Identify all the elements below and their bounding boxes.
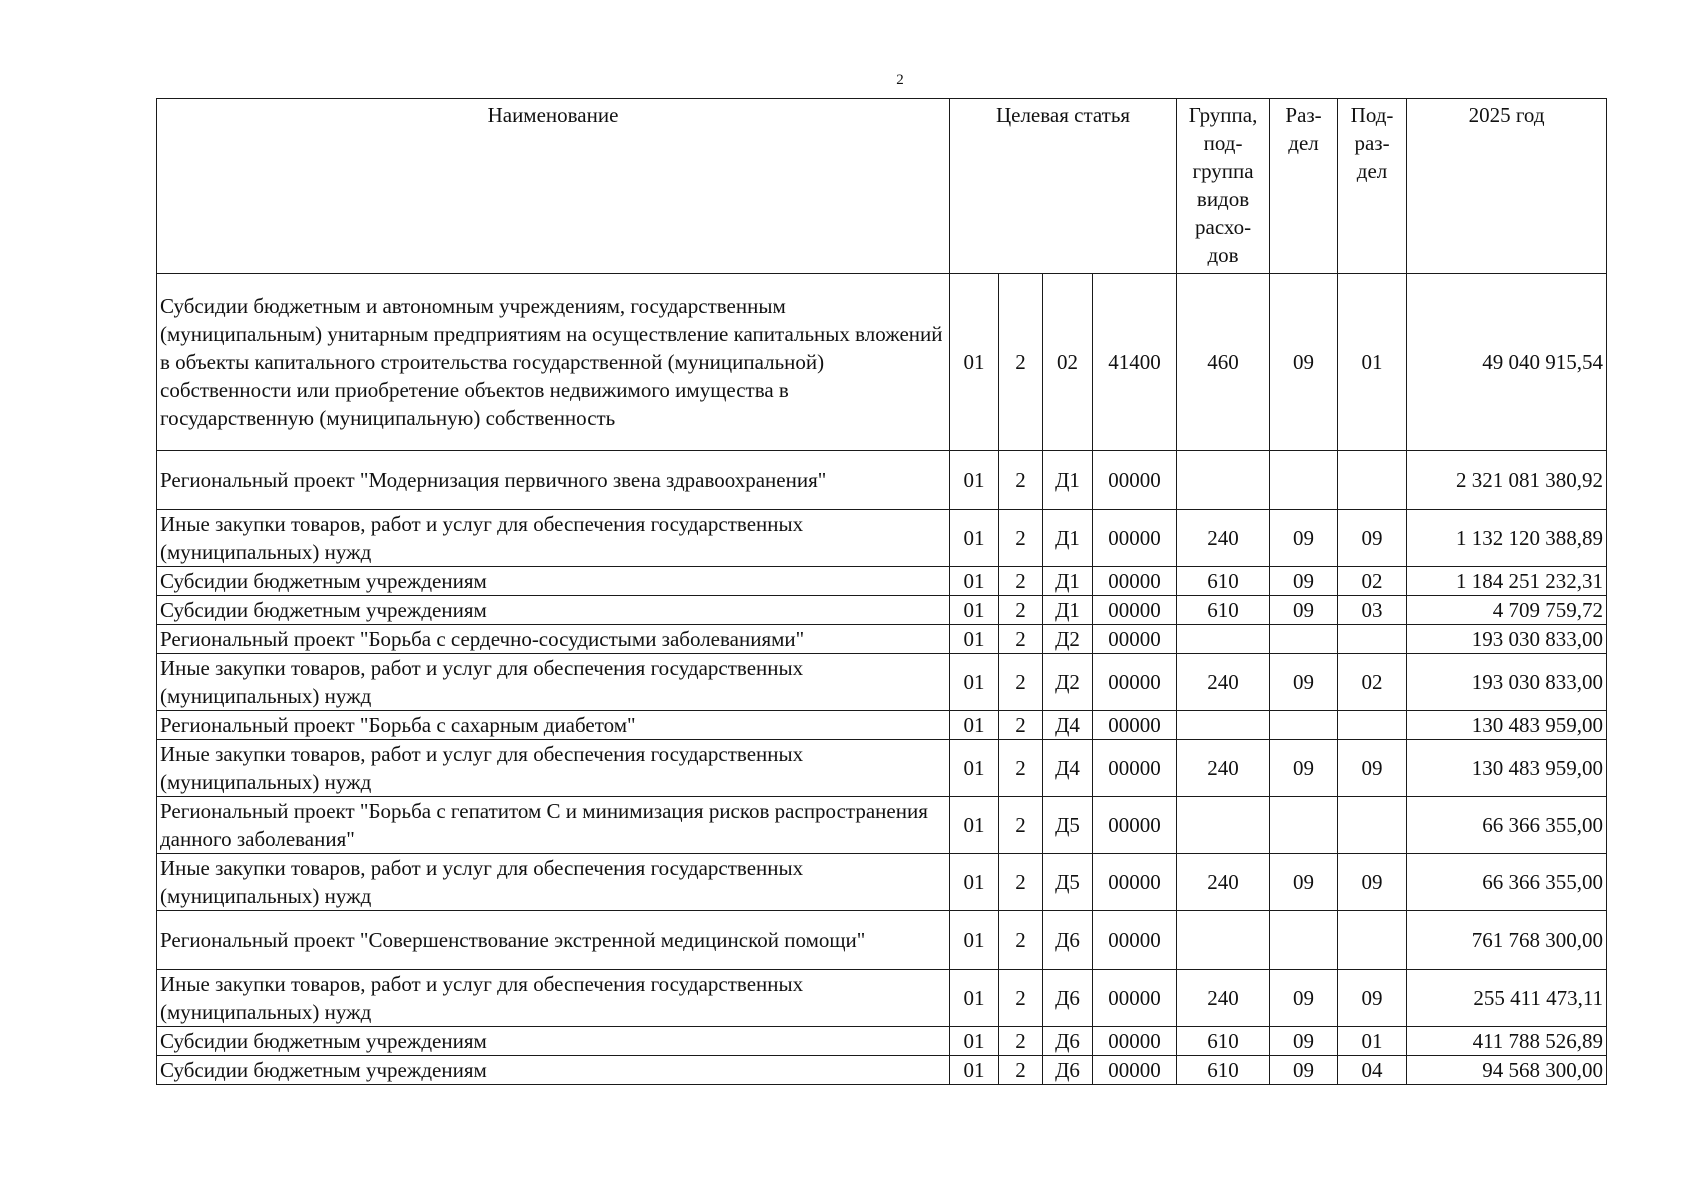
table-row: [157, 625, 1607, 654]
row-name: Региональный проект "Совершенствование экстренной медицинской помощи": [157, 911, 950, 970]
row-code-program: 01: [950, 854, 999, 911]
row-code-subprogram: 2: [999, 740, 1043, 797]
row-name: Субсидии бюджетным учреждениям: [157, 567, 950, 596]
row-group: [1177, 797, 1270, 854]
row-code-event: Д6: [1043, 911, 1093, 970]
row-code-event: Д1: [1043, 567, 1093, 596]
row-code-subprogram: 2: [999, 596, 1043, 625]
row-name: Иные закупки товаров, работ и услуг для обеспечения государственных (муниципальных) нужд: [157, 510, 950, 567]
row-section: 09: [1270, 596, 1338, 625]
row-code-program: 01: [950, 740, 999, 797]
row-code-event: Д5: [1043, 797, 1093, 854]
row-amount: 1 184 251 232,31: [1407, 567, 1607, 596]
table-row: [157, 596, 1607, 625]
row-code-program: 01: [950, 625, 999, 654]
row-code-event: Д4: [1043, 740, 1093, 797]
row-code-subprogram: 2: [999, 451, 1043, 510]
row-code-event: Д6: [1043, 1056, 1093, 1085]
row-section: 09: [1270, 567, 1338, 596]
header-group: [1177, 99, 1270, 274]
row-code-direction: 00000: [1093, 911, 1177, 970]
header-section: Раз-дел: [1270, 99, 1338, 274]
row-amount: 130 483 959,00: [1407, 711, 1607, 740]
row-code-subprogram: 2: [999, 654, 1043, 711]
table-row: [157, 567, 1607, 596]
row-amount: 2 321 081 380,92: [1407, 451, 1607, 510]
row-name: Иные закупки товаров, работ и услуг для обеспечения государственных (муниципальных) нужд: [157, 970, 950, 1027]
budget-table: [156, 98, 1607, 1085]
row-section: [1270, 625, 1338, 654]
row-subsection: 04: [1338, 1056, 1407, 1085]
row-code-program: 01: [950, 510, 999, 567]
row-code-direction: 41400: [1093, 274, 1177, 451]
row-code-event: Д5: [1043, 854, 1093, 911]
row-code-program: 01: [950, 274, 999, 451]
row-code-program: 01: [950, 797, 999, 854]
row-amount: 193 030 833,00: [1407, 654, 1607, 711]
header-group-label: Группа, под-группа видов расхо-дов: [1188, 103, 1258, 267]
row-code-subprogram: 2: [999, 1027, 1043, 1056]
row-group: 460: [1177, 274, 1270, 451]
row-amount: 761 768 300,00: [1407, 911, 1607, 970]
row-code-subprogram: 2: [999, 970, 1043, 1027]
row-section: [1270, 911, 1338, 970]
row-code-event: 02: [1043, 274, 1093, 451]
row-name: Региональный проект "Борьба с сахарным диабетом": [157, 711, 950, 740]
row-code-direction: 00000: [1093, 711, 1177, 740]
row-code-event: Д6: [1043, 970, 1093, 1027]
row-code-subprogram: 2: [999, 510, 1043, 567]
row-group: 610: [1177, 1027, 1270, 1056]
header-name: Наименование: [157, 99, 950, 274]
row-amount: 94 568 300,00: [1407, 1056, 1607, 1085]
row-code-program: 01: [950, 1027, 999, 1056]
row-code-event: Д2: [1043, 625, 1093, 654]
row-group: [1177, 625, 1270, 654]
row-name: Иные закупки товаров, работ и услуг для обеспечения государственных (муниципальных) нужд: [157, 740, 950, 797]
row-group: [1177, 451, 1270, 510]
table-row: [157, 510, 1607, 567]
row-code-event: Д6: [1043, 1027, 1093, 1056]
row-name: Региональный проект "Борьба с гепатитом С и минимизация рисков распространения данного заболевания": [157, 797, 950, 854]
row-code-subprogram: 2: [999, 1056, 1043, 1085]
table-row: [157, 451, 1607, 510]
table-body: [157, 274, 1607, 1085]
row-group: 240: [1177, 510, 1270, 567]
row-group: 240: [1177, 854, 1270, 911]
row-code-direction: 00000: [1093, 510, 1177, 567]
row-subsection: [1338, 625, 1407, 654]
row-name: Региональный проект "Модернизация первичного звена здравоохранения": [157, 451, 950, 510]
row-section: [1270, 451, 1338, 510]
row-code-event: Д1: [1043, 596, 1093, 625]
row-code-program: 01: [950, 970, 999, 1027]
row-name: Иные закупки товаров, работ и услуг для обеспечения государственных (муниципальных) нужд: [157, 654, 950, 711]
row-code-direction: 00000: [1093, 797, 1177, 854]
table-row: [157, 970, 1607, 1027]
row-code-subprogram: 2: [999, 711, 1043, 740]
row-section: 09: [1270, 274, 1338, 451]
row-code-subprogram: 2: [999, 274, 1043, 451]
row-section: 09: [1270, 740, 1338, 797]
row-amount: 66 366 355,00: [1407, 797, 1607, 854]
row-code-direction: 00000: [1093, 596, 1177, 625]
table-row: [157, 740, 1607, 797]
row-code-subprogram: 2: [999, 854, 1043, 911]
row-group: 610: [1177, 1056, 1270, 1085]
row-subsection: [1338, 797, 1407, 854]
row-subsection: 03: [1338, 596, 1407, 625]
row-code-program: 01: [950, 1056, 999, 1085]
row-code-event: Д1: [1043, 510, 1093, 567]
table-row: [157, 654, 1607, 711]
row-amount: 4 709 759,72: [1407, 596, 1607, 625]
row-subsection: 01: [1338, 274, 1407, 451]
row-group: 240: [1177, 654, 1270, 711]
row-amount: 66 366 355,00: [1407, 854, 1607, 911]
row-amount: 255 411 473,11: [1407, 970, 1607, 1027]
row-code-direction: 00000: [1093, 625, 1177, 654]
row-subsection: 09: [1338, 854, 1407, 911]
row-code-direction: 00000: [1093, 451, 1177, 510]
row-code-subprogram: 2: [999, 625, 1043, 654]
row-section: 09: [1270, 1027, 1338, 1056]
row-code-direction: 00000: [1093, 970, 1177, 1027]
row-code-direction: 00000: [1093, 740, 1177, 797]
table-row: [157, 711, 1607, 740]
table-row: [157, 1056, 1607, 1085]
row-subsection: 09: [1338, 510, 1407, 567]
row-name: Субсидии бюджетным и автономным учреждениям, государственным (муниципальным) унитарным предприятиям на осуществление капитальных вложений в объекты капитального строительства государственной (муниципальной) собственности или приобретение объектов недвижимого имущества в государственную (муниципальную) собственность: [157, 274, 950, 451]
row-amount: 411 788 526,89: [1407, 1027, 1607, 1056]
page-number: 2: [896, 72, 904, 88]
row-name: Иные закупки товаров, работ и услуг для обеспечения государственных (муниципальных) нужд: [157, 854, 950, 911]
row-section: 09: [1270, 1056, 1338, 1085]
row-group: [1177, 911, 1270, 970]
table-row: [157, 911, 1607, 970]
row-group: [1177, 711, 1270, 740]
row-code-subprogram: 2: [999, 911, 1043, 970]
row-name: Региональный проект "Борьба с сердечно-сосудистыми заболеваниями": [157, 625, 950, 654]
row-subsection: [1338, 711, 1407, 740]
row-amount: 130 483 959,00: [1407, 740, 1607, 797]
row-code-direction: 00000: [1093, 1056, 1177, 1085]
table-row: [157, 854, 1607, 911]
row-subsection: 02: [1338, 654, 1407, 711]
row-code-direction: 00000: [1093, 654, 1177, 711]
row-code-event: Д1: [1043, 451, 1093, 510]
header-year: 2025 год: [1407, 99, 1607, 274]
row-group: 610: [1177, 567, 1270, 596]
row-section: [1270, 711, 1338, 740]
row-code-direction: 00000: [1093, 567, 1177, 596]
row-amount: 1 132 120 388,89: [1407, 510, 1607, 567]
row-subsection: [1338, 911, 1407, 970]
row-code-program: 01: [950, 451, 999, 510]
header-target-article: Целевая статья: [950, 99, 1177, 274]
row-name: Субсидии бюджетным учреждениям: [157, 1027, 950, 1056]
row-group: 240: [1177, 740, 1270, 797]
table-row: [157, 274, 1607, 451]
row-subsection: [1338, 451, 1407, 510]
row-subsection: 02: [1338, 567, 1407, 596]
row-code-direction: 00000: [1093, 1027, 1177, 1056]
header-subsection: Под-раз-дел: [1338, 99, 1407, 274]
row-name: Субсидии бюджетным учреждениям: [157, 596, 950, 625]
row-section: [1270, 797, 1338, 854]
row-subsection: 09: [1338, 740, 1407, 797]
row-section: 09: [1270, 854, 1338, 911]
table-row: [157, 797, 1607, 854]
row-code-subprogram: 2: [999, 797, 1043, 854]
row-group: 610: [1177, 596, 1270, 625]
row-code-event: Д4: [1043, 711, 1093, 740]
row-code-program: 01: [950, 654, 999, 711]
row-amount: 49 040 915,54: [1407, 274, 1607, 451]
row-section: 09: [1270, 510, 1338, 567]
row-name: Субсидии бюджетным учреждениям: [157, 1056, 950, 1085]
row-code-program: 01: [950, 911, 999, 970]
table-header-row: [157, 99, 1607, 274]
row-code-program: 01: [950, 596, 999, 625]
row-code-subprogram: 2: [999, 567, 1043, 596]
row-section: 09: [1270, 654, 1338, 711]
row-code-event: Д2: [1043, 654, 1093, 711]
row-subsection: 01: [1338, 1027, 1407, 1056]
row-section: 09: [1270, 970, 1338, 1027]
row-group: 240: [1177, 970, 1270, 1027]
row-code-program: 01: [950, 567, 999, 596]
row-subsection: 09: [1338, 970, 1407, 1027]
row-amount: 193 030 833,00: [1407, 625, 1607, 654]
row-code-program: 01: [950, 711, 999, 740]
row-code-direction: 00000: [1093, 854, 1177, 911]
table-row: [157, 1027, 1607, 1056]
